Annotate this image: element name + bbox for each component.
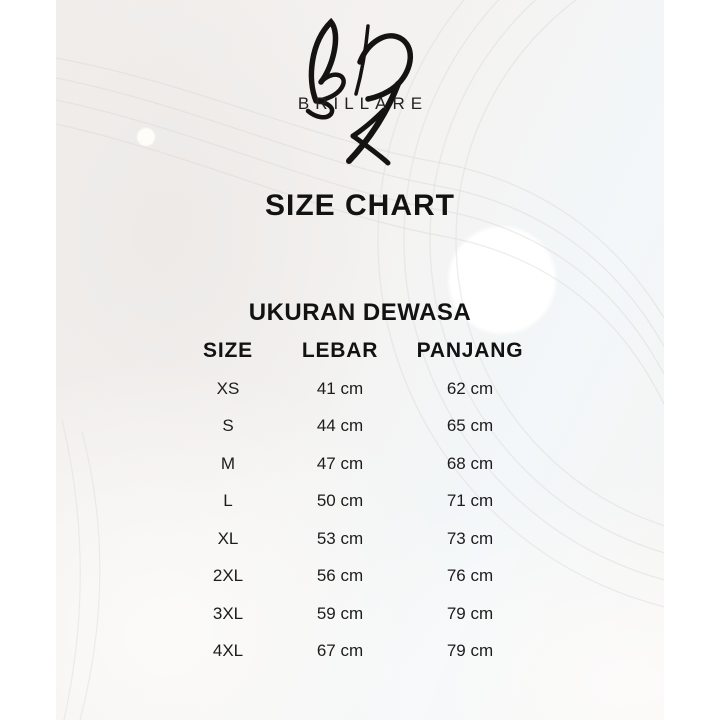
size-cell: S xyxy=(222,416,234,436)
table-row xyxy=(173,370,543,408)
table-row xyxy=(173,633,543,671)
panjang-cell: 73 cm xyxy=(446,528,494,548)
size-cell: XS xyxy=(216,378,240,398)
lebar-cell: 53 cm xyxy=(316,528,364,548)
lebar-cell: 56 cm xyxy=(316,566,364,586)
panjang-cell: 79 cm xyxy=(446,641,494,661)
size-cell: 3XL xyxy=(212,603,244,623)
size-cell: 2XL xyxy=(212,566,244,586)
section-title: UKURAN DEWASA xyxy=(248,299,472,326)
column-header-lebar: LEBAR xyxy=(301,339,379,362)
table-row xyxy=(173,483,543,521)
page-title: SIZE CHART xyxy=(265,189,455,222)
size-table-body xyxy=(173,370,543,670)
table-row xyxy=(173,520,543,558)
lebar-cell: 67 cm xyxy=(316,641,364,661)
size-table-header xyxy=(173,338,543,364)
lebar-cell: 59 cm xyxy=(316,603,364,623)
brand-logo xyxy=(56,0,664,180)
panjang-cell: 71 cm xyxy=(446,491,494,511)
table-row xyxy=(173,445,543,483)
brand-name: BRILLARE xyxy=(297,94,429,113)
panjang-cell: 76 cm xyxy=(446,566,494,586)
panjang-cell: 68 cm xyxy=(446,453,494,473)
size-cell: 4XL xyxy=(212,641,244,661)
size-table xyxy=(173,338,543,670)
lebar-cell: 41 cm xyxy=(316,378,364,398)
table-row xyxy=(173,558,543,596)
lebar-cell: 50 cm xyxy=(316,491,364,511)
column-header-panjang: PANJANG xyxy=(416,339,524,362)
table-row xyxy=(173,408,543,446)
lebar-cell: 44 cm xyxy=(316,416,364,436)
size-cell: L xyxy=(223,491,233,511)
column-header-size: SIZE xyxy=(203,339,253,362)
size-cell: XL xyxy=(217,528,239,548)
size-cell: M xyxy=(220,453,236,473)
lebar-cell: 47 cm xyxy=(316,453,364,473)
artwork-panel xyxy=(56,0,664,720)
panjang-cell: 65 cm xyxy=(446,416,494,436)
table-row xyxy=(173,595,543,633)
panjang-cell: 79 cm xyxy=(446,603,494,623)
panjang-cell: 62 cm xyxy=(446,378,494,398)
